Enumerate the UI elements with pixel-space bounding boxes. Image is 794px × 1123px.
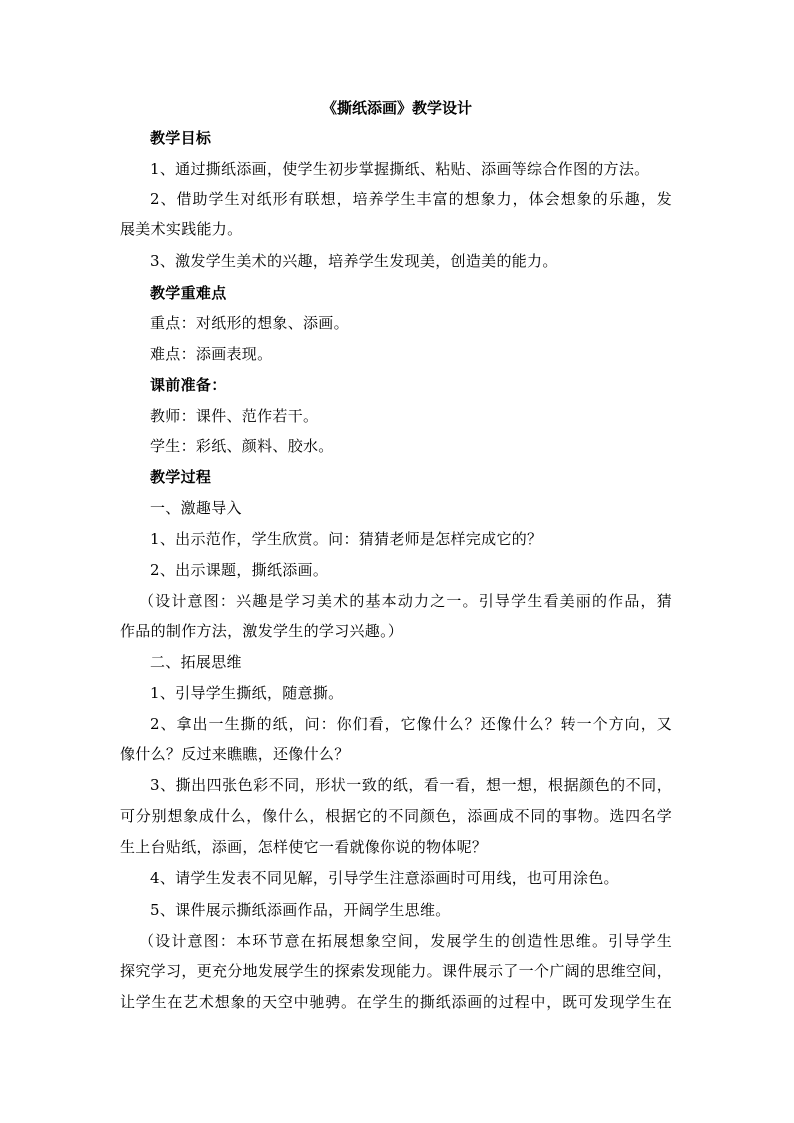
page-title: 《撕纸添画》教学设计 — [321, 99, 472, 117]
heading-preparation: 课前准备： — [150, 376, 227, 394]
prep-student: 学生：彩纸、颜料、胶水。 — [150, 437, 334, 455]
part2-line-3: 3、撕出四张色彩不同，形状一致的纸，看一看，想一想，根据颜色的不同， — [150, 776, 672, 794]
part2-line-1: 1、引导学生撕纸，随意撕。 — [150, 684, 344, 702]
goal-item-2: 2、借助学生对纸形有联想，培养学生丰富的想象力，体会想象的乐趣，发 — [150, 190, 672, 208]
part2-line-3-cont-a: 可分别想象成什么，像什么，根据它的不同颜色，添画成不同的事物。选四名学 — [120, 807, 672, 825]
part2-line-4: 4、请学生发表不同见解，引导学生注意添画时可用线，也可用涂色。 — [150, 869, 619, 887]
heading-process: 教学过程 — [150, 468, 212, 486]
part2-note-1: （设计意图：本环节意在拓展想象空间，发展学生的创造性思维。引导学生 — [139, 932, 672, 950]
part2-heading: 二、拓展思维 — [150, 653, 242, 671]
part2-line-5: 5、课件展示撕纸添画作品，开阔学生思维。 — [150, 901, 451, 919]
goal-item-2-cont: 展美术实践能力。 — [120, 220, 243, 238]
part2-line-2-cont: 像什么？反过来瞧瞧，还像什么？ — [120, 745, 350, 763]
part1-note-1: （设计意图：兴趣是学习美术的基本动力之一。引导学生看美丽的作品，猜 — [139, 592, 672, 610]
heading-goals: 教学目标 — [150, 129, 212, 147]
part1-note-2: 作品的制作方法，激发学生的学习兴趣。） — [120, 622, 404, 640]
heading-key-points: 教学重难点 — [150, 284, 227, 302]
goal-item-1: 1、通过撕纸添画，使学生初步掌握撕纸、粘贴、添画等综合作图的方法。 — [150, 160, 650, 178]
part2-note-2: 探究学习，更充分地发展学生的探索发现能力。课件展示了一个广阔的思维空间， — [120, 962, 672, 980]
part2-note-3: 让学生在艺术想象的天空中驰骋。在学生的撕纸添画的过程中，既可发现学生在 — [120, 993, 672, 1011]
part1-line-2: 2、出示课题，撕纸添画。 — [150, 561, 329, 579]
part1-heading: 一、激趣导入 — [150, 499, 242, 517]
prep-teacher: 教师：课件、范作若干。 — [150, 407, 319, 425]
part2-line-3-cont-b: 生上台贴纸，添画，怎样使它一看就像你说的物体呢？ — [120, 838, 488, 856]
part1-line-1: 1、出示范作，学生欣赏。问：猜猜老师是怎样完成它的？ — [150, 530, 543, 548]
part2-line-2: 2、拿出一生撕的纸，问：你们看，它像什么？还像什么？转一个方向，又 — [150, 715, 672, 733]
key-point-focus: 重点：对纸形的想象、添画。 — [150, 314, 349, 332]
key-point-difficulty: 难点：添画表现。 — [150, 345, 273, 363]
goal-item-3: 3、激发学生美术的兴趣，培养学生发现美，创造美的能力。 — [150, 252, 558, 270]
